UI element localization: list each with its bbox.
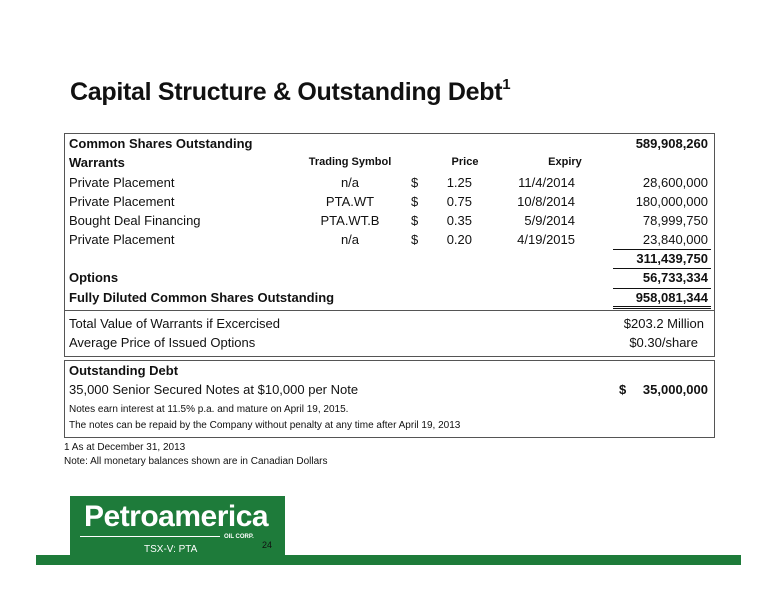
warrant-row [65, 173, 714, 192]
total-value-label: Total Value of Warrants if Excercised [69, 316, 280, 331]
logo-subtitle: OIL CORP. [224, 534, 254, 540]
warrant-expiry: 10/8/2014 [517, 194, 575, 209]
footer-green-bar [36, 555, 741, 565]
warrant-name: Private Placement [69, 232, 175, 247]
total-double-rule [613, 306, 711, 309]
warrant-row [65, 192, 714, 211]
warrant-row [65, 211, 714, 230]
warrant-amount: 28,600,000 [642, 175, 708, 190]
title-text: Capital Structure & Outstanding Debt [70, 78, 503, 106]
section-separator [65, 310, 714, 311]
debt-note-1: Notes earn interest at 11.5% p.a. and mature on April 19, 2015. [69, 404, 349, 415]
warrant-price: 0.35 [446, 213, 472, 228]
page-title [70, 78, 510, 107]
trading-symbol-header: Trading Symbol [308, 156, 392, 168]
warrant-dollar: $ [411, 213, 419, 228]
options-value: 56,733,334 [642, 270, 708, 285]
warrant-expiry: 5/9/2014 [524, 213, 575, 228]
warrant-symbol: n/a [340, 175, 360, 190]
debt-note-line [65, 416, 714, 435]
logo-underline [80, 536, 220, 537]
avg-price-value: $0.30/share [629, 335, 698, 350]
fully-diluted-label: Fully Diluted Common Shares Outstanding [69, 290, 335, 305]
options-row [65, 268, 714, 287]
price-header: Price [451, 156, 479, 168]
debt-header-row [65, 361, 714, 380]
warrant-name: Private Placement [69, 175, 175, 190]
warrant-dollar: $ [411, 194, 419, 209]
options-label: Options [69, 270, 119, 285]
warrants-subtotal: 311,439,750 [636, 251, 708, 266]
warrants-header-row [65, 153, 714, 172]
debt-notes-row [65, 380, 714, 399]
warrant-price: 0.75 [446, 194, 472, 209]
footnote-as-at: 1 As at December 31, 2013 [64, 442, 186, 453]
warrant-name: Bought Deal Financing [69, 213, 201, 228]
ticker-label: TSX-V: PTA [144, 544, 198, 555]
total-value-row [65, 314, 714, 333]
warrant-dollar: $ [411, 175, 419, 190]
debt-notes-dollar: $ [619, 382, 627, 397]
company-logo [70, 496, 285, 564]
warrants-subtotal-row [65, 249, 714, 268]
warrant-symbol: PTA.WT [325, 194, 375, 209]
common-shares-value: 589,908,260 [635, 136, 708, 151]
logo-wordmark: Petroamerica [84, 500, 269, 533]
debt-note-2: The notes can be repaid by the Company without penalty at any time after April 19, 2013 [69, 420, 461, 431]
debt-label: Outstanding Debt [69, 363, 179, 378]
expiry-header: Expiry [548, 156, 582, 168]
warrant-expiry: 11/4/2014 [518, 175, 575, 190]
common-shares-row [65, 134, 714, 153]
warrants-label: Warrants [69, 155, 125, 170]
capital-structure-table [64, 133, 715, 357]
warrant-price: 0.20 [446, 232, 472, 247]
warrant-symbol: n/a [340, 232, 360, 247]
warrant-amount: 78,999,750 [642, 213, 708, 228]
warrant-row [65, 230, 714, 249]
outstanding-debt-table [64, 360, 715, 438]
total-value-value: $203.2 Million [623, 316, 704, 331]
avg-price-row [65, 333, 714, 352]
fully-diluted-row [65, 288, 714, 307]
warrant-expiry: 4/19/2015 [517, 232, 575, 247]
debt-notes-value: 35,000,000 [642, 382, 708, 397]
title-footnote-marker: 1 [502, 76, 511, 93]
warrant-dollar: $ [411, 232, 419, 247]
fully-diluted-value: 958,081,344 [635, 290, 708, 305]
warrant-amount: 23,840,000 [642, 232, 708, 247]
debt-notes-label: 35,000 Senior Secured Notes at $10,000 per Note [69, 382, 359, 397]
warrant-name: Private Placement [69, 194, 175, 209]
warrant-price: 1.25 [446, 175, 472, 190]
footnote-currency: Note: All monetary balances shown are in Canadian Dollars [64, 456, 328, 467]
avg-price-label: Average Price of Issued Options [69, 335, 256, 350]
warrant-symbol: PTA.WT.B [320, 213, 380, 228]
warrant-amount: 180,000,000 [635, 194, 708, 209]
page-number: 24 [262, 540, 273, 550]
common-shares-label: Common Shares Outstanding [69, 136, 253, 151]
